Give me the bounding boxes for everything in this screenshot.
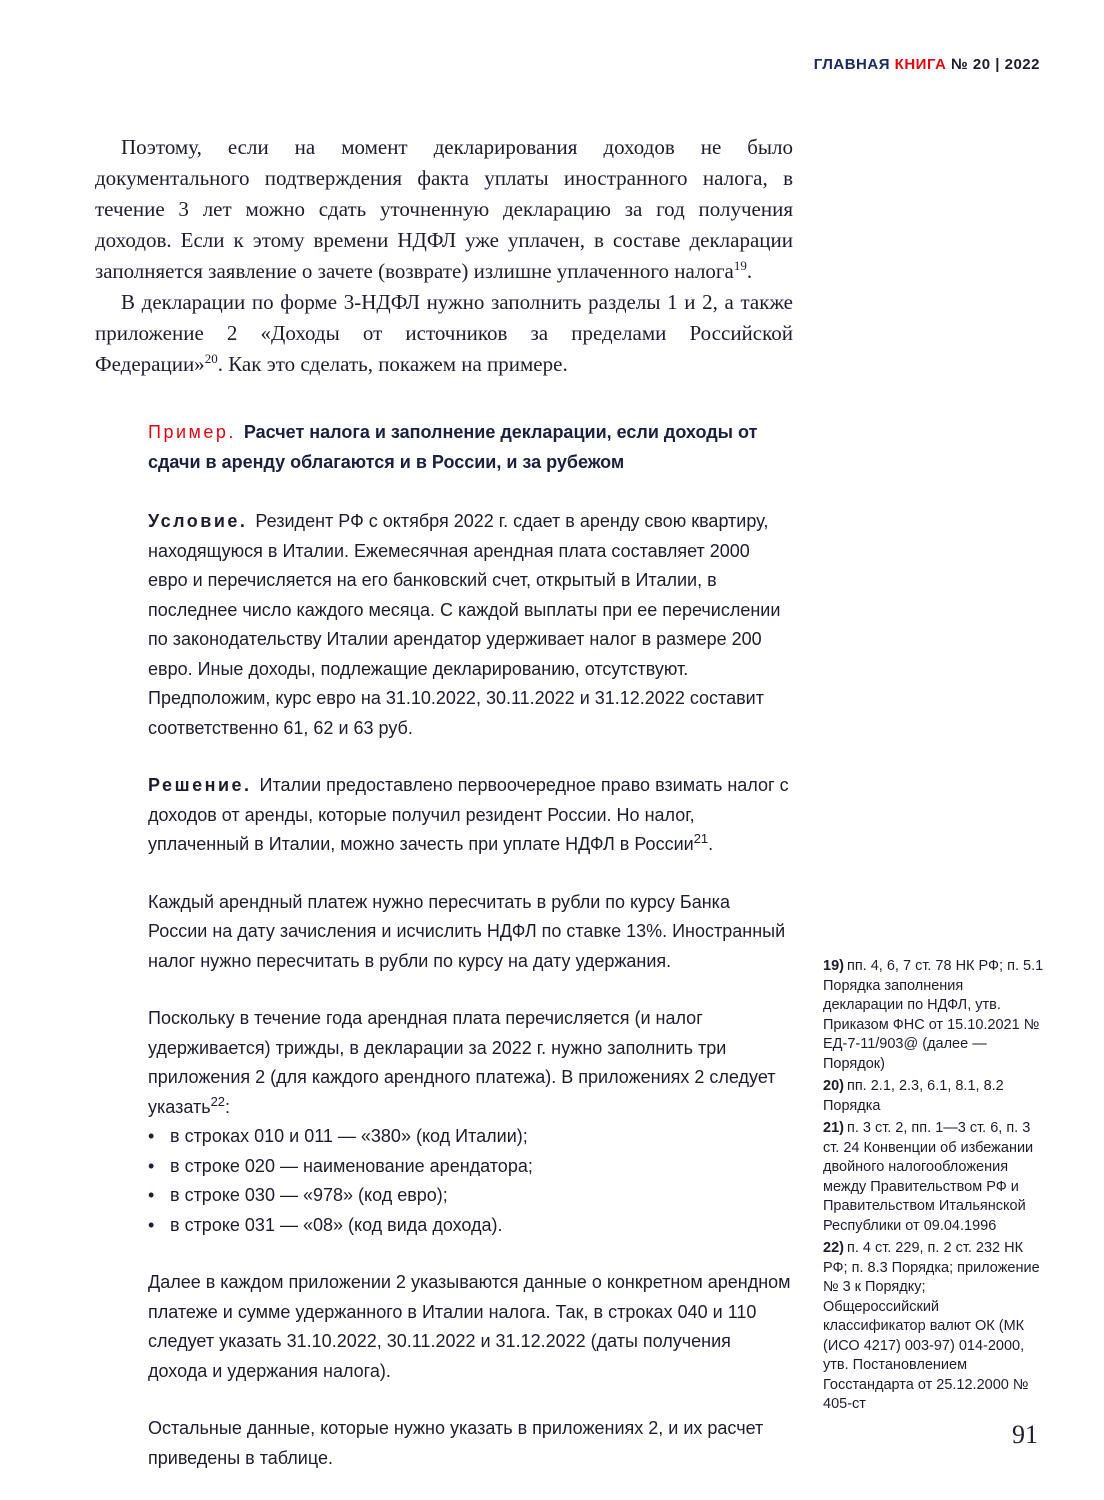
paragraph-2-tail: . Как это сделать, покажем на примере. — [217, 352, 568, 376]
footnote-number: 21) — [823, 1120, 844, 1136]
bullet-text: в строке 031 — «08» (код вида дохода). — [170, 1214, 503, 1235]
footnote-ref-20: 20 — [204, 351, 218, 366]
solution-tail: . — [708, 834, 714, 854]
example-paragraph-2: Каждый арендный платеж нужно пересчитать в рубли по курсу Банка России на дату зачисления и исчислить НДФЛ по ставке 13%. Иностранный налог нужно пересчитать в рубли по курсу на дату удержания. — [148, 891, 786, 971]
bullet-item — [148, 1181, 792, 1211]
bullet-item — [148, 1152, 792, 1182]
footnote-ref-19: 19 — [733, 258, 747, 273]
example-block — [148, 418, 792, 1473]
footnote-20 — [823, 1077, 1045, 1116]
footnote-text: п. 3 ст. 2, пп. 1—3 ст. 6, п. 3 ст. 24 Конвенции об избежании двойного налогообложения между Правительством РФ и Правительством Итальянской Республики от 09.04.1996 — [823, 1120, 1034, 1234]
bullet-icon: • — [148, 1214, 155, 1235]
solution-paragraph — [148, 771, 792, 860]
bullet-text: в строке 020 — наименование арендатора; — [170, 1155, 533, 1176]
footnote-number: 20) — [823, 1078, 844, 1094]
bullet-icon: • — [148, 1185, 155, 1205]
footnote-19 — [823, 957, 1045, 1074]
example-paragraph-3 — [148, 1004, 792, 1122]
example-paragraph-3-tail: : — [225, 1096, 231, 1117]
example-paragraph-3-text: Поскольку в течение года арендная плата перечисляется (и налог удерживается) трижды, в декларации за 2022 г. нужно заполнить три приложения 2 (для каждого арендного платежа). В приложениях 2 следует указать — [148, 1008, 776, 1117]
bullet-text: в строке 030 — «978» (код евро); — [170, 1185, 448, 1205]
footnotes-sidebar — [823, 957, 1045, 1418]
brand-glavnaya: ГЛАВНАЯ — [813, 56, 895, 73]
footnote-ref-22: 22 — [210, 1093, 226, 1109]
example-title: Расчет налога и заполнение декларации, если доходы от сдачи в аренду облагаются и в России, и за рубежом — [148, 422, 758, 472]
page-header — [814, 56, 1040, 73]
condition-label: Условие. — [148, 511, 248, 531]
condition-paragraph — [148, 507, 792, 743]
main-column — [95, 132, 793, 1473]
paragraph-1-tail: . — [746, 259, 753, 283]
page-number: 91 — [1012, 1420, 1038, 1449]
paragraph-2 — [95, 287, 793, 380]
footnote-number: 19) — [823, 958, 844, 974]
condition-text: Резидент РФ с октября 2022 г. сдает в аренду свою квартиру, находящуюся в Италии. Ежемесячная арендная плата составляет 2000 евро и перечисляется на его банковский счет, открытый в Италии, в последнее число каждого месяца. С каждой выплаты при ее перечислении по законодательству Италии арендатор удерживает налог в размере 200 евро. Иные доходы, подлежащие декларированию, отсутствуют. Предположим, курс евро на 31.10.2022, 30.11.2022 и 31.12.2022 составит соответственно 61, 62 и 63 руб. — [148, 511, 781, 738]
footnote-22 — [823, 1239, 1045, 1415]
example-heading — [148, 418, 792, 477]
bullet-item — [148, 1211, 792, 1241]
issue-number: № 20 | 2022 — [946, 56, 1040, 73]
footnote-text: п. 4 ст. 229, п. 2 ст. 232 НК РФ; п. 8.3 Порядка; приложение № 3 к Порядку; Общероссийский классификатор валют ОК (МК (ИСО 4217) 003-97) 014-2000, утв. Постановлением Госстандарта от 25.12.2000 № 405-ст — [823, 1240, 1040, 1412]
footnote-21 — [823, 1119, 1045, 1236]
bullet-list — [148, 1122, 792, 1240]
paragraph-1-text: Поэтому, если на момент декларирования доходов не было документального подтверждения факта уплаты иностранного налога, в течение 3 лет можно сдать уточненную декларацию за год получения доходов. Если к этому времени НДФЛ уже уплачен, в составе декларации заполняется заявление о зачете (возврате) излишне уплаченного налога — [95, 135, 793, 283]
footnote-number: 22) — [823, 1240, 844, 1256]
bullet-icon: • — [148, 1126, 155, 1146]
footnote-ref-21: 21 — [693, 831, 709, 846]
footnote-text: пп. 2.1, 2.3, 6.1, 8.1, 8.2 Порядка — [823, 1078, 1004, 1114]
paragraph-1 — [95, 132, 793, 287]
bullet-text: в строках 010 и 011 — «380» (код Италии); — [170, 1126, 528, 1146]
example-paragraph-5: Остальные данные, которые нужно указать в приложениях 2, и их расчет приведены в таблице. — [148, 1418, 764, 1468]
paragraph-2-text: В декларации по форме 3-НДФЛ нужно заполнить разделы 1 и 2, а также приложение 2 «Доходы от источников за пределами Российской Федерации» — [95, 290, 793, 376]
footnote-text: пп. 4, 6, 7 ст. 78 НК РФ; п. 5.1 Порядка заполнения декларации по НДФЛ, утв. Приказом ФНС от 15.10.2021 № ЕД-7-11/903@ (далее — Порядок) — [823, 958, 1044, 1072]
bullet-item — [148, 1122, 792, 1152]
brand-kniga: КНИГА — [894, 56, 947, 73]
bullet-icon: • — [148, 1155, 155, 1176]
example-paragraph-4: Далее в каждом приложении 2 указываются данные о конкретном арендном платеже и сумме удержанного в Италии налога. Так, в строках 040 и 110 следует указать 31.10.2022, 30.11.2022 и 31.12.2022 (даты получения дохода и удержания налога). — [148, 1272, 791, 1381]
solution-text: Италии предоставлено первоочередное право взимать налог с доходов от аренды, которые получил резидент России. Но налог, уплаченный в Италии, можно зачесть при уплате НДФЛ в России — [148, 775, 789, 854]
solution-label: Решение. — [148, 775, 252, 795]
example-label: Пример. — [148, 422, 236, 442]
